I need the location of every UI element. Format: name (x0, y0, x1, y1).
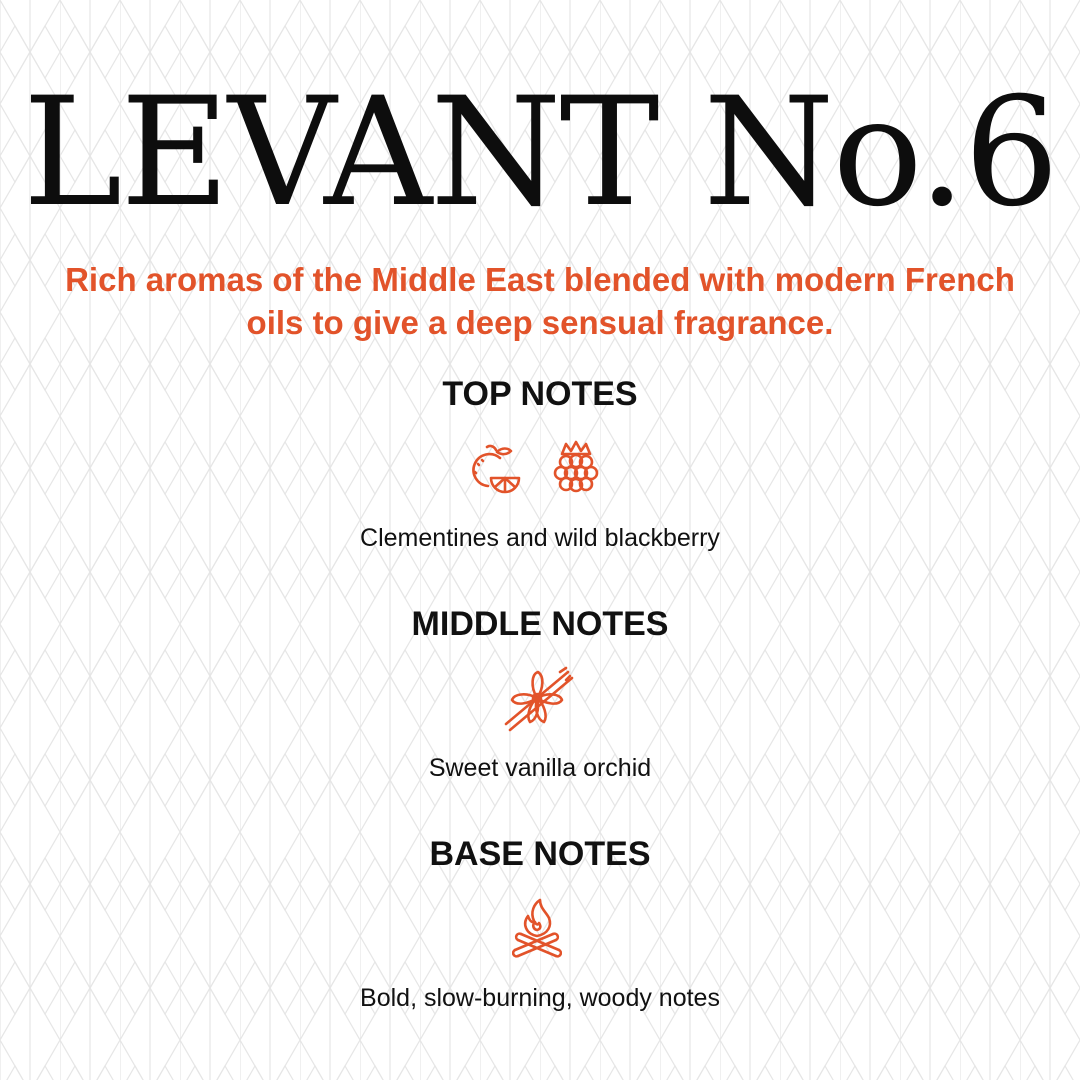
top-notes-heading: TOP NOTES (442, 375, 638, 413)
base-notes-heading: BASE NOTES (429, 835, 651, 873)
top-notes-description: Clementines and wild blackberry (360, 524, 720, 552)
page-title: LEVANT No.6 (22, 66, 1058, 240)
clementine-icon (466, 442, 524, 500)
middle-notes-description: Sweet vanilla orchid (428, 754, 652, 782)
middle-notes-heading: MIDDLE NOTES (411, 605, 669, 643)
base-notes-description: Bold, slow-burning, woody notes (360, 984, 720, 1012)
campfire-icon (512, 896, 562, 962)
vanilla-orchid-icon (500, 664, 574, 734)
tagline: Rich aromas of the Middle East blended with modern French oils to give a deep sensual fragrance. (65, 261, 1015, 341)
blackberry-icon (550, 440, 602, 500)
